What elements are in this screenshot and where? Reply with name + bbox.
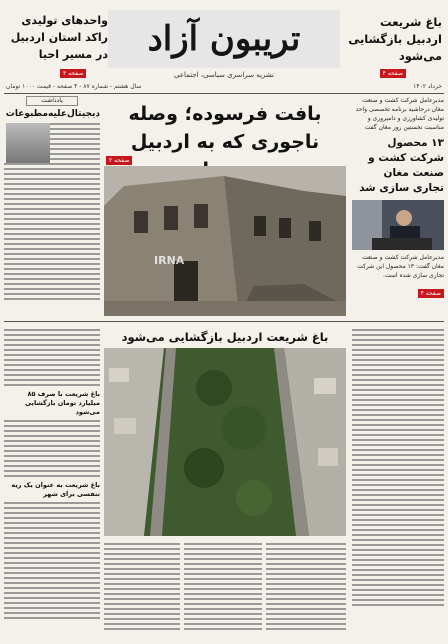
- column-news: [352, 96, 444, 318]
- bottom-text-col-2: [184, 540, 262, 638]
- issue-date: خرداد ۱۴۰۲: [413, 83, 442, 90]
- lead-headline[interactable]: بافت فرسوده؛ وصله ناجوری که به اردبیل: [128, 103, 322, 153]
- masthead-logo: [108, 10, 340, 68]
- author-photo: [6, 123, 50, 163]
- bottom-left-column: [4, 326, 100, 638]
- column-opinion: [4, 96, 100, 318]
- old-building-photo: [104, 166, 346, 316]
- speaker-photo: [352, 200, 444, 250]
- divider: [4, 93, 444, 94]
- bottom-photo[interactable]: [104, 348, 346, 536]
- divider: [4, 321, 444, 322]
- issue-bar: [0, 82, 448, 92]
- subhead: باغ شریعت با صرف ۸۵ میلیارد تومان بازگشایی می‌شود: [24, 390, 100, 416]
- page-tag[interactable]: صفحه ۳: [60, 69, 86, 78]
- lead-photo[interactable]: [104, 166, 346, 316]
- headline-left[interactable]: [4, 12, 108, 63]
- photo-watermark: IRNA: [154, 254, 185, 267]
- news-title[interactable]: ۱۳ محصول شرکت کشت و صنعت مغان تجاری سازی شد: [359, 137, 444, 194]
- masthead-title: تریبون آزاد: [147, 19, 301, 59]
- column-title[interactable]: دیجیتال‌علیه‌مطبوعات: [5, 109, 100, 119]
- aerial-garden-photo: [104, 348, 346, 536]
- headline-left-title: واحدهای تولیدی راکد استان اردبیل در مسیر احیا: [10, 14, 108, 61]
- news-intro: مدیرعامل شرکت کشت و صنعت مغان درحاشیه برنامه تخصصی واحد تولیدی کشاورزی و دامپروری و مناسبت نخستین روز مغان گفت: [355, 97, 444, 131]
- subhead: باغ شریعت به عنوان یک ریه تنفسی برای شهر: [11, 481, 100, 498]
- news-photo[interactable]: [352, 200, 444, 250]
- masthead-subtitle: نشریه سراسری سیاسی، اجتماعی: [174, 71, 274, 79]
- header: [0, 0, 448, 92]
- page-tag[interactable]: صفحه ۲: [106, 156, 132, 165]
- headline-right-title: باغ شریعت اردبیل بازگشایی می‌شود: [348, 15, 442, 63]
- issue-info: سال هشتم - شماره ۸۷ - ۴ صفحه - قیمت ۱۰۰۰ تومان: [6, 83, 142, 90]
- bottom-text-col-3: [266, 540, 346, 638]
- bottom-right-column: [352, 326, 444, 638]
- news-body: مدیرعامل شرکت کشت و صنعت مغان گفت: ۱۳ محصول این شرکت تجاری سازی شده است.: [357, 254, 444, 279]
- page-tag[interactable]: صفحه ۴: [418, 289, 444, 298]
- bottom-text-col-1: [104, 540, 180, 638]
- headline-right[interactable]: [346, 14, 442, 65]
- page-tag[interactable]: صفحه ۴: [380, 69, 406, 78]
- column-tag: یادداشت: [26, 96, 78, 106]
- bottom-headline[interactable]: باغ شریعت اردبیل بازگشایی می‌شود: [121, 330, 329, 344]
